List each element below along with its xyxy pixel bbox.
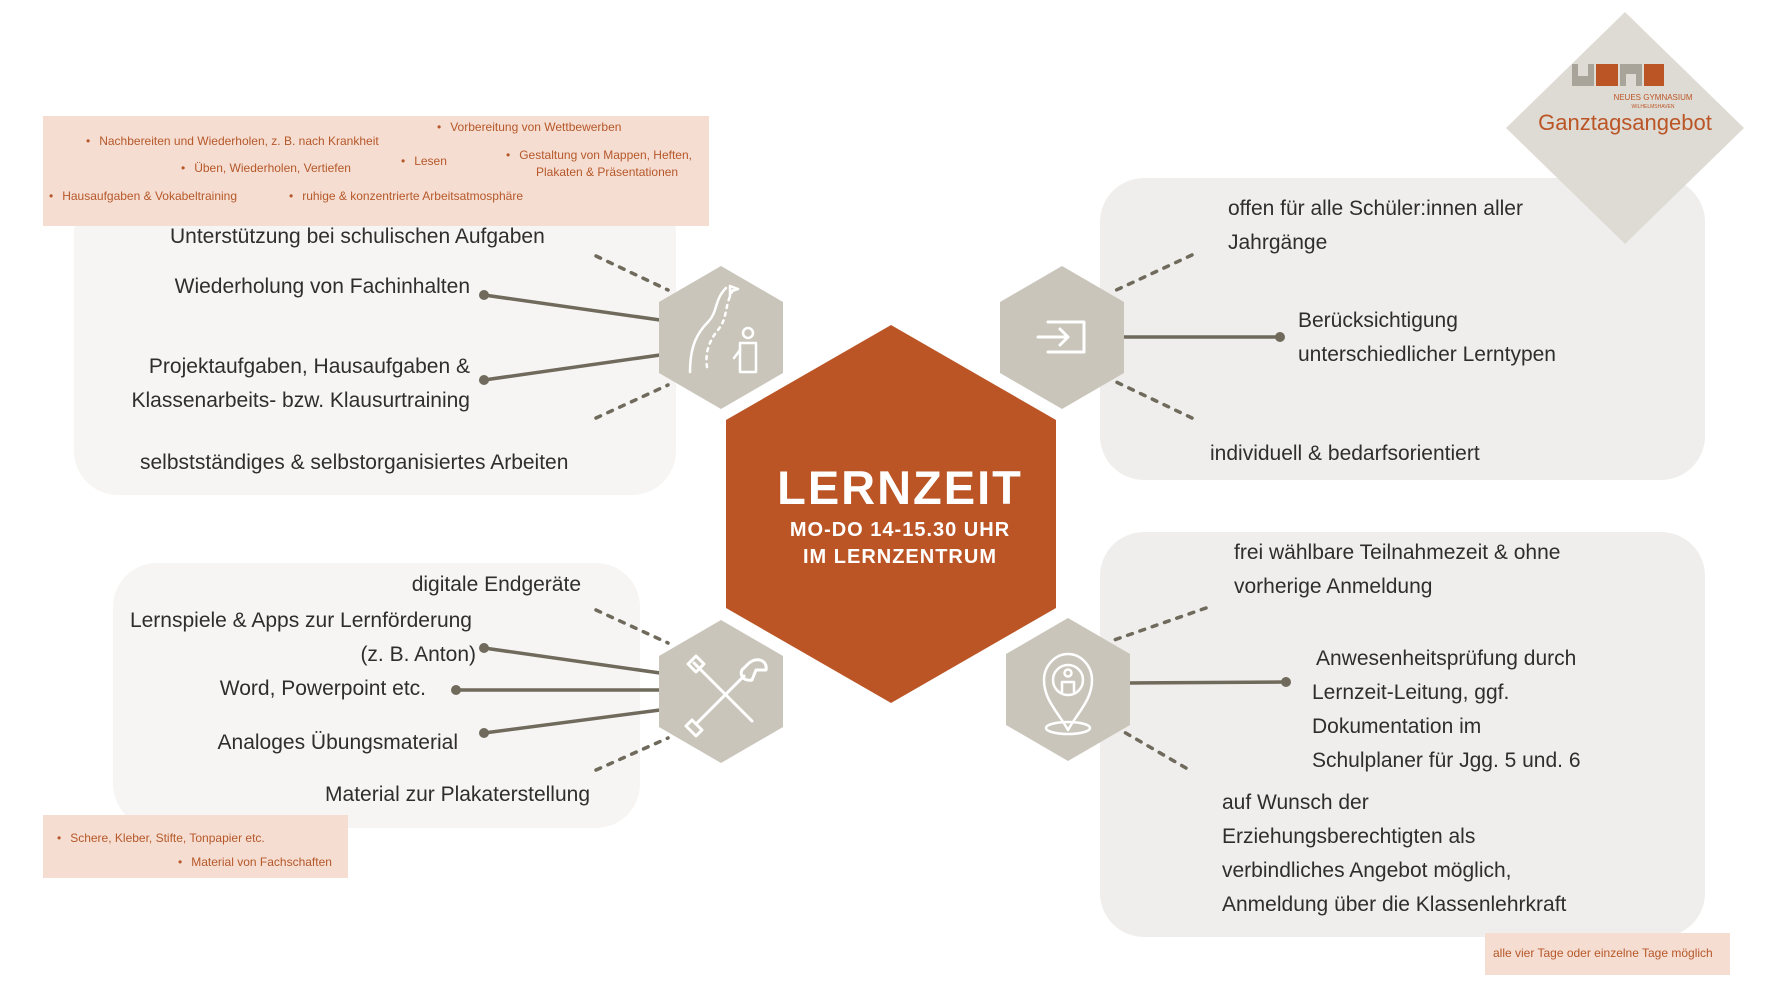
tr-item-individual: individuell & bedarfsorientiert [1210,442,1480,465]
connector-dashed [596,385,668,418]
br-item-binding-2: Erziehungsberechtigten als [1222,825,1476,848]
bl-item-anton: (z. B. Anton) [360,643,476,666]
connector-line [484,648,660,673]
bl-item-analog: Analoges Übungsmaterial [217,731,458,754]
logo-school: NEUES GYMNASIUM [1613,93,1693,102]
note-item: • ruhige & konzentrierte Arbeitsatmosphäre [289,189,523,204]
center-title: LERNZEIT [777,461,1023,514]
note-item: alle vier Tage oder einzelne Tage möglich [1493,946,1713,960]
connector-dot [1281,677,1291,687]
note-item: • Vorbereitung von Wettbewerben [437,120,621,135]
note-item: • Gestaltung von Mappen, Heften, [506,148,692,163]
connector-dashed [596,256,668,290]
tl-item-self-organized: selbstständiges & selbstorganisiertes Arbeiten [140,451,569,474]
logo-city: WILHELMSHAVEN [1631,104,1675,110]
connector-line [484,710,660,733]
connector-line [484,295,660,320]
br-item-binding: auf Wunsch der [1222,791,1369,814]
connector-dot [451,685,461,695]
tl-item-projects: Projektaufgaben, Hausaufgaben & [148,355,470,378]
bl-item-learning-games: Lernspiele & Apps zur Lernförderung [129,609,472,632]
connector-dot [479,375,489,385]
br-item-attendance: Anwesenheitsprüfung durch [1316,647,1577,670]
br-item-free-time: frei wählbare Teilnahmezeit & ohne [1234,541,1561,564]
hexagon-bottom-right [1006,618,1130,761]
tl-item-repetition: Wiederholung von Fachinhalten [174,275,470,298]
connector-dashed [1124,732,1186,768]
connector-line [484,355,660,380]
bl-item-digital-devices: digitale Endgeräte [411,573,581,596]
note-item: • Hausaufgaben & Vokabeltraining [49,189,237,204]
connector-dashed [596,610,668,643]
tl-item-support: Unterstützung bei schulischen Aufgaben [170,225,545,248]
note-item: • Lesen [401,154,447,169]
tl-item-exam-training: Klassenarbeits- bzw. Klausurtraining [131,389,470,412]
tr-item-open-2: Jahrgänge [1228,231,1328,254]
connector-dot [1275,332,1285,342]
logo-label: Ganztagsangebot [1538,110,1712,135]
tr-item-learning-types: Berücksichtigung [1298,309,1458,332]
tr-item-learning-types-2: unterschiedlicher Lerntypen [1298,343,1556,366]
br-item-binding-3: verbindliches Angebot möglich, [1222,859,1512,882]
tr-item-open: offen für alle Schüler:innen aller [1228,197,1523,220]
note-item: • Schere, Kleber, Stifte, Tonpapier etc. [57,831,265,846]
bl-item-office: Word, Powerpoint etc. [219,677,426,700]
note-item: • Nachbereiten und Wiederholen, z. B. nach Krankheit [86,134,379,149]
connector-dashed [596,738,668,770]
center-line-1: MO-DO 14-15.30 UHR [789,519,1011,541]
note-item: • Material von Fachschaften [178,855,332,870]
connector-dot [479,290,489,300]
br-item-attendance-4: Schulplaner für Jgg. 5 und. 6 [1312,749,1581,772]
connector-dot [479,643,489,653]
br-item-binding-4: Anmeldung über die Klassenlehrkraft [1222,893,1567,916]
connector-dashed [1114,608,1206,640]
note-item: Plakaten & Präsentationen [536,165,679,179]
connector-dot [479,728,489,738]
note-item: • Üben, Wiederholen, Vertiefen [181,161,351,176]
hexagon-top-left [659,266,783,409]
bl-item-poster: Material zur Plakaterstellung [325,783,590,806]
br-item-attendance-3: Dokumentation im [1312,715,1482,738]
br-item-attendance-2: Lernzeit-Leitung, ggf. [1312,681,1510,704]
connector-line [1130,682,1286,683]
connector-dashed [1112,255,1192,292]
br-item-free-time-2: vorherige Anmeldung [1234,575,1433,598]
center-line-2: IM LERNZENTRUM [803,546,997,568]
connector-dashed [1112,380,1192,418]
